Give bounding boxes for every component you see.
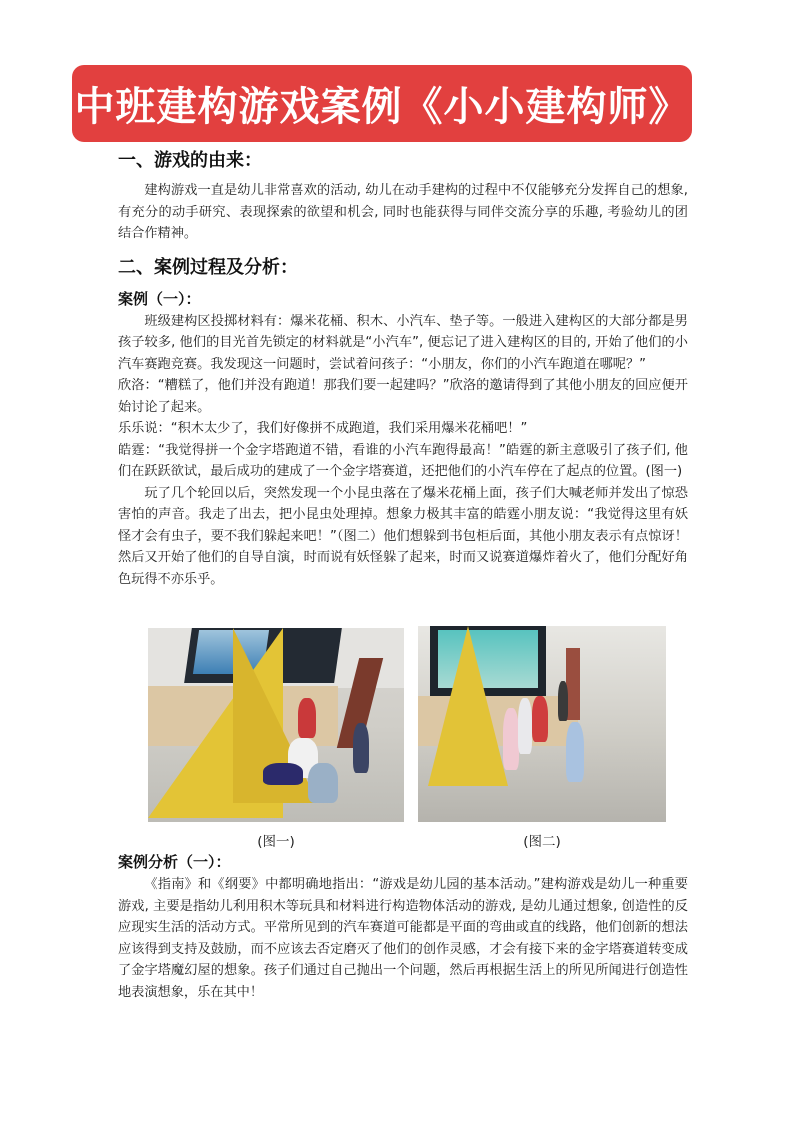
figure-row [148,626,668,850]
figure-2-photo [418,626,666,822]
title-banner [72,65,692,142]
case-paragraph-insect: 玩了几个轮回以后，突然发现一个小昆虫落在了爆米花桶上面，孩子们大喊老师并发出了惊恐害怕的声音。我走了出去，把小昆虫处理掉。想象力极其丰富的皓霆小朋友说：“我觉得这里有妖怪才会有虫子，要不我们躲起来吧！”（图二）他们想躲到书包柜后面，其他小朋友表示有点惊讶！然后又开始了他们的自导自演，时而说有妖怪躲了起来，时而又说赛道爆炸着火了，他们分配好角色玩得不亦乐乎。 [118,485,688,587]
figure-1-caption: (图一) [257,834,295,850]
document-body [118,146,688,590]
case-paragraph-lele: 乐乐说：“积木太少了，我们好像拼不成跑道，我们采用爆米花桶吧！” [118,421,528,436]
analysis-block [118,850,688,1003]
analysis-heading: 案例分析（一）： [118,853,231,871]
section-heading-process: 二、案例过程及分析： [118,256,298,278]
case-paragraph-haoting: 皓霆：“我觉得拼一个金字塔跑道不错，看谁的小汽车跑得最高！”皓霆的新主意吸引了孩子们, 他们在跃跃欲试，最后成功的建成了一个金字塔赛道，还把他们的小汽车停在了起点的位置。(图一) [118,442,688,479]
figure-2-caption: (图二) [523,834,561,850]
analysis-paragraph: 《指南》和《纲要》中都明确地指出：“游戏是幼儿园的基本活动。”建构游戏是幼儿一种重要游戏, 主要是指幼儿利用积木等玩具和材料进行构造物体活动的游戏, 是幼儿通过想象, 创造性的反应现实生活的活动方式。平常所见到的汽车赛道可能都是平面的弯曲或直的线路，他们创新的想法应该得到支持及鼓励，而不应该去否定磨灭了他们的创作灵感，才会有接下来的金字塔赛道转变成了金字塔魔幻屋的想象。孩子们通过自己抛出一个问题，然后再根据生活上的所见所闻进行创造性地表演想象，乐在其中！ [118,877,688,1000]
figure-1-photo [148,628,404,822]
case-heading: 案例（一）： [118,289,201,308]
figure-1 [148,628,404,848]
page-title: 中班建构游戏案例《小小建构师》 [74,84,690,130]
origin-paragraph: 建构游戏一直是幼儿非常喜欢的活动, 幼儿在动手建构的过程中不仅能够充分发挥自己的想象, 有充分的动手研究、表现探索的欲望和机会, 同时也能获得与同伴交流分享的乐趣, 考验幼儿的团结合作精神。 [118,183,688,241]
figure-2 [418,626,666,848]
case-paragraph-materials: 班级建构区投掷材料有：爆米花桶、积木、小汽车、垫子等。一般进入建构区的大部分都是男孩子较多, 他们的目光首先锁定的材料就是“小汽车”, 便忘记了进入建构区的目的, 开始了他们的小汽车赛跑竞赛。我发现这一问题时，尝试着问孩子：“小朋友，你们的小汽车跑道在哪呢？” [118,313,688,372]
case-paragraph-xinluo: 欣洛：“糟糕了，他们并没有跑道！那我们要一起建吗？”欣洛的邀请得到了其他小朋友的回应便开始讨论了起来。 [118,378,688,415]
section-heading-origin: 一、游戏的由来： [118,150,262,171]
